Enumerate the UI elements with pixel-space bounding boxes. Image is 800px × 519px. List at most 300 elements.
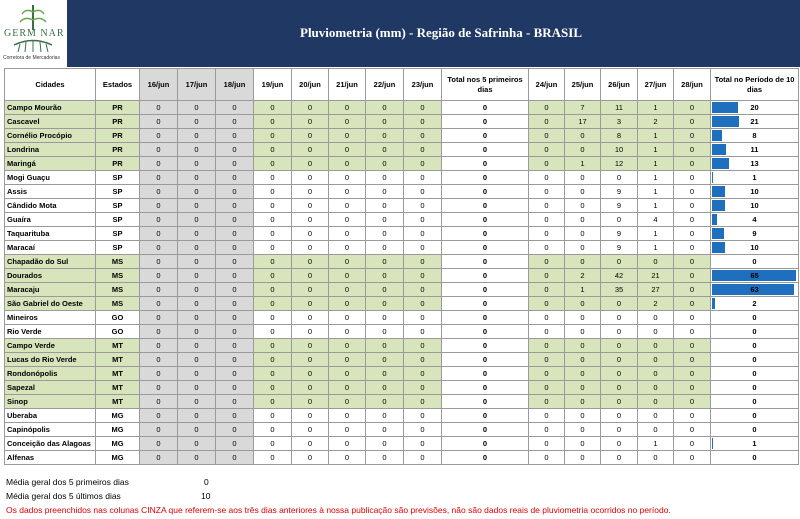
rain-cell: 0: [638, 367, 674, 381]
rain-cell: 10: [601, 143, 638, 157]
avg-first-value: 0: [204, 477, 209, 487]
rain-cell: 0: [216, 157, 254, 171]
total-bar: [712, 186, 725, 197]
total-bar: [712, 214, 717, 225]
total-period-cell: [711, 395, 799, 409]
rain-cell: 0: [216, 325, 254, 339]
rain-cell: 0: [529, 437, 565, 451]
rain-cell: 0: [216, 129, 254, 143]
table-row: [5, 115, 799, 129]
total-first-cell: 0: [442, 269, 529, 283]
rain-cell: 0: [140, 143, 178, 157]
table-row: [5, 353, 799, 367]
rain-cell: 0: [638, 353, 674, 367]
city-cell: Lucas do Rio Verde: [5, 353, 96, 367]
table-row: [5, 409, 799, 423]
rain-cell: 0: [178, 255, 216, 269]
total-period-cell: [711, 227, 799, 241]
total-first-cell: 0: [442, 101, 529, 115]
rain-cell: 0: [366, 227, 404, 241]
rain-cell: 0: [254, 241, 292, 255]
rain-cell: 0: [254, 381, 292, 395]
rain-cell: 0: [366, 241, 404, 255]
rain-cell: 0: [601, 437, 638, 451]
total-period-value: 0: [752, 453, 757, 462]
rain-cell: 0: [216, 451, 254, 465]
rain-cell: 0: [254, 367, 292, 381]
total-period-value: 13: [750, 159, 759, 168]
rain-cell: 0: [404, 395, 442, 409]
col-header-day: 25/jun: [565, 69, 601, 101]
rain-cell: 0: [216, 199, 254, 213]
rain-cell: 0: [329, 143, 366, 157]
rain-cell: 0: [254, 255, 292, 269]
rain-cell: 0: [565, 437, 601, 451]
rain-cell: 0: [292, 339, 329, 353]
state-cell: MT: [96, 353, 140, 367]
total-first-cell: 0: [442, 367, 529, 381]
total-first-cell: 0: [442, 395, 529, 409]
city-cell: Maringá: [5, 157, 96, 171]
rain-cell: 0: [178, 283, 216, 297]
total-bar: [712, 242, 725, 253]
total-period-value: 0: [752, 355, 757, 364]
total-period-value: 65: [750, 271, 759, 280]
rain-cell: 0: [216, 241, 254, 255]
state-cell: SP: [96, 171, 140, 185]
total-period-cell: [711, 297, 799, 311]
rain-cell: 0: [529, 451, 565, 465]
total-period-value: 4: [752, 215, 757, 224]
rain-cell: 0: [529, 199, 565, 213]
rain-cell: 0: [216, 423, 254, 437]
rain-cell: 0: [674, 185, 711, 199]
rain-cell: 0: [674, 423, 711, 437]
state-cell: MS: [96, 255, 140, 269]
rain-cell: 0: [404, 381, 442, 395]
rain-cell: 0: [529, 325, 565, 339]
rain-cell: 0: [216, 213, 254, 227]
rain-cell: 0: [601, 395, 638, 409]
rain-cell: 0: [216, 115, 254, 129]
rain-cell: 0: [329, 311, 366, 325]
rain-cell: 0: [565, 255, 601, 269]
rain-cell: 0: [254, 409, 292, 423]
rain-cell: 0: [674, 451, 711, 465]
rain-cell: 0: [292, 129, 329, 143]
rain-cell: 0: [140, 129, 178, 143]
rain-cell: 0: [292, 297, 329, 311]
table-row: [5, 129, 799, 143]
col-header-day: 16/jun: [140, 69, 178, 101]
col-header-day: 27/jun: [638, 69, 674, 101]
total-first-cell: 0: [442, 409, 529, 423]
state-cell: GO: [96, 325, 140, 339]
rain-cell: 0: [601, 367, 638, 381]
rain-cell: 0: [529, 283, 565, 297]
rain-cell: 12: [601, 157, 638, 171]
rain-cell: 0: [216, 311, 254, 325]
rain-cell: 0: [292, 269, 329, 283]
rain-cell: 0: [404, 423, 442, 437]
rain-cell: 0: [366, 185, 404, 199]
rain-cell: 0: [404, 115, 442, 129]
state-cell: PR: [96, 143, 140, 157]
city-cell: Capinópolis: [5, 423, 96, 437]
rain-cell: 0: [329, 171, 366, 185]
rain-cell: 0: [638, 395, 674, 409]
rain-cell: 0: [404, 171, 442, 185]
rain-cell: 0: [404, 269, 442, 283]
table-row: [5, 185, 799, 199]
rain-cell: 0: [329, 451, 366, 465]
rain-cell: 0: [292, 409, 329, 423]
total-first-cell: 0: [442, 255, 529, 269]
rain-cell: 0: [674, 101, 711, 115]
state-cell: MS: [96, 269, 140, 283]
rain-cell: 0: [674, 157, 711, 171]
rain-cell: 0: [404, 143, 442, 157]
rain-cell: 1: [638, 171, 674, 185]
rain-cell: 0: [140, 367, 178, 381]
rain-cell: 0: [529, 311, 565, 325]
rain-cell: 11: [601, 101, 638, 115]
table-row: [5, 381, 799, 395]
rain-cell: 0: [292, 115, 329, 129]
total-period-cell: [711, 423, 799, 437]
rain-cell: 0: [216, 353, 254, 367]
rain-cell: 0: [178, 227, 216, 241]
rain-cell: 0: [529, 185, 565, 199]
state-cell: GO: [96, 311, 140, 325]
rain-cell: 0: [329, 283, 366, 297]
rain-cell: 0: [254, 311, 292, 325]
rain-cell: 0: [216, 367, 254, 381]
state-cell: MS: [96, 297, 140, 311]
total-period-cell: [711, 129, 799, 143]
col-header-total-first: Total nos 5 primeiros dias: [442, 69, 529, 101]
rain-cell: 0: [638, 381, 674, 395]
rain-cell: 0: [366, 213, 404, 227]
rain-cell: 2: [638, 297, 674, 311]
rain-cell: 0: [529, 227, 565, 241]
rain-cell: 0: [254, 171, 292, 185]
rain-cell: 0: [140, 199, 178, 213]
total-period-value: 0: [752, 327, 757, 336]
total-period-value: 0: [752, 425, 757, 434]
rain-cell: 0: [404, 227, 442, 241]
rain-cell: 0: [601, 325, 638, 339]
city-cell: São Gabriel do Oeste: [5, 297, 96, 311]
rain-cell: 0: [292, 381, 329, 395]
total-first-cell: 0: [442, 129, 529, 143]
logo-subtext: Corretora de Mercadorias: [3, 55, 60, 61]
total-period-value: 10: [750, 201, 759, 210]
rain-cell: 0: [140, 255, 178, 269]
rain-cell: 0: [529, 367, 565, 381]
rain-cell: 1: [565, 157, 601, 171]
rain-cell: 0: [292, 255, 329, 269]
col-header-day: 19/jun: [254, 69, 292, 101]
rain-cell: 0: [529, 157, 565, 171]
table-row: [5, 241, 799, 255]
total-period-value: 0: [752, 411, 757, 420]
total-first-cell: 0: [442, 199, 529, 213]
rain-cell: 0: [366, 129, 404, 143]
avg-first-label: Média geral dos 5 primeiros dias: [6, 477, 129, 487]
rain-cell: 0: [329, 199, 366, 213]
rain-cell: 0: [292, 311, 329, 325]
rain-cell: 0: [216, 101, 254, 115]
rain-cell: 0: [254, 227, 292, 241]
rain-cell: 0: [178, 395, 216, 409]
table-row: [5, 367, 799, 381]
state-cell: SP: [96, 227, 140, 241]
total-period-value: 2: [752, 299, 757, 308]
total-first-cell: 0: [442, 185, 529, 199]
rain-cell: 0: [404, 255, 442, 269]
rain-cell: 0: [674, 241, 711, 255]
state-cell: SP: [96, 199, 140, 213]
rain-cell: 0: [601, 409, 638, 423]
rain-cell: 0: [292, 241, 329, 255]
rain-cell: 0: [329, 367, 366, 381]
city-cell: Cascavel: [5, 115, 96, 129]
rain-cell: 0: [329, 339, 366, 353]
rain-cell: 0: [292, 157, 329, 171]
rain-cell: 0: [178, 311, 216, 325]
total-period-cell: [711, 325, 799, 339]
table-row: [5, 423, 799, 437]
rain-cell: 9: [601, 199, 638, 213]
total-period-cell: [711, 311, 799, 325]
rain-cell: 42: [601, 269, 638, 283]
rain-cell: 0: [254, 297, 292, 311]
rain-cell: 0: [565, 409, 601, 423]
rain-cell: 0: [329, 269, 366, 283]
rain-cell: 0: [404, 311, 442, 325]
header-row: [5, 69, 799, 101]
total-period-cell: [711, 199, 799, 213]
forecast-note: Os dados preenchidos nas colunas CINZA que referem-se aos três dias anteriores à nossa publicação são previsões, não são dados reais de pluviometria ocorridos no período.: [6, 505, 671, 515]
rain-cell: 0: [329, 423, 366, 437]
city-cell: Cândido Mota: [5, 199, 96, 213]
rain-cell: 0: [565, 423, 601, 437]
rain-cell: 0: [254, 283, 292, 297]
table-row: [5, 325, 799, 339]
rain-cell: 0: [529, 353, 565, 367]
rain-cell: 0: [216, 255, 254, 269]
rain-cell: 0: [329, 227, 366, 241]
rain-cell: 0: [529, 213, 565, 227]
rain-cell: 0: [329, 241, 366, 255]
rain-cell: 0: [638, 255, 674, 269]
rain-cell: 0: [216, 437, 254, 451]
rain-cell: 0: [329, 381, 366, 395]
rain-cell: 0: [601, 423, 638, 437]
city-cell: Londrina: [5, 143, 96, 157]
rain-cell: 0: [565, 297, 601, 311]
state-cell: MT: [96, 339, 140, 353]
state-cell: SP: [96, 241, 140, 255]
avg-last-value: 10: [201, 491, 211, 501]
total-first-cell: 0: [442, 325, 529, 339]
state-cell: SP: [96, 213, 140, 227]
table-row: [5, 199, 799, 213]
city-cell: Rio Verde: [5, 325, 96, 339]
rain-cell: 1: [638, 157, 674, 171]
rain-cell: 0: [140, 451, 178, 465]
rain-cell: 1: [565, 283, 601, 297]
rain-cell: 0: [366, 437, 404, 451]
rain-cell: 0: [674, 269, 711, 283]
rain-cell: 0: [140, 395, 178, 409]
rain-cell: 0: [565, 171, 601, 185]
rain-cell: 0: [292, 143, 329, 157]
rain-cell: 0: [404, 325, 442, 339]
rain-cell: 27: [638, 283, 674, 297]
total-period-value: 1: [752, 173, 757, 182]
rain-cell: 0: [329, 297, 366, 311]
rain-cell: 0: [140, 269, 178, 283]
rain-cell: 0: [329, 213, 366, 227]
rain-cell: 0: [292, 395, 329, 409]
total-period-value: 0: [752, 383, 757, 392]
rain-cell: 0: [329, 129, 366, 143]
rain-cell: 0: [178, 451, 216, 465]
col-header-day: 23/jun: [404, 69, 442, 101]
rain-cell: 0: [601, 297, 638, 311]
rain-cell: 0: [178, 157, 216, 171]
rain-cell: 0: [178, 129, 216, 143]
state-cell: MG: [96, 409, 140, 423]
rain-cell: 0: [366, 269, 404, 283]
rain-cell: 2: [565, 269, 601, 283]
rain-cell: 0: [674, 143, 711, 157]
rain-cell: 0: [292, 353, 329, 367]
page-title: Pluviometria (mm) - Região de Safrinha - BRASIL: [300, 25, 583, 40]
rain-cell: 0: [366, 115, 404, 129]
total-first-cell: 0: [442, 227, 529, 241]
rain-cell: 0: [565, 353, 601, 367]
total-first-cell: 0: [442, 171, 529, 185]
rain-cell: 0: [404, 129, 442, 143]
total-period-value: 63: [750, 285, 759, 294]
rain-cell: 0: [366, 255, 404, 269]
total-bar: [712, 130, 722, 141]
col-header-day: 20/jun: [292, 69, 329, 101]
rain-cell: 0: [140, 115, 178, 129]
rain-cell: 0: [254, 423, 292, 437]
state-cell: MS: [96, 283, 140, 297]
rain-cell: 0: [140, 409, 178, 423]
rain-cell: 0: [565, 395, 601, 409]
col-header-day: 26/jun: [601, 69, 638, 101]
state-cell: MG: [96, 423, 140, 437]
total-first-cell: 0: [442, 451, 529, 465]
rain-cell: 0: [329, 157, 366, 171]
rain-cell: 0: [178, 409, 216, 423]
rain-cell: 0: [366, 423, 404, 437]
rain-cell: 0: [565, 367, 601, 381]
rain-cell: 0: [216, 227, 254, 241]
city-cell: Taquarituba: [5, 227, 96, 241]
rain-cell: 0: [366, 395, 404, 409]
rain-cell: 0: [366, 199, 404, 213]
rain-cell: 0: [601, 171, 638, 185]
total-period-value: 21: [750, 117, 759, 126]
total-period-cell: [711, 381, 799, 395]
rain-cell: 0: [216, 409, 254, 423]
rain-cell: 0: [529, 255, 565, 269]
rain-cell: 0: [404, 367, 442, 381]
state-cell: PR: [96, 115, 140, 129]
germinar-logo: [0, 0, 67, 67]
total-first-cell: 0: [442, 381, 529, 395]
total-period-value: 9: [752, 229, 757, 238]
rain-cell: 0: [638, 339, 674, 353]
rain-cell: 0: [140, 423, 178, 437]
rain-cell: 0: [366, 283, 404, 297]
total-period-cell: [711, 409, 799, 423]
rain-cell: 0: [292, 437, 329, 451]
total-period-cell: [711, 115, 799, 129]
rain-cell: 0: [178, 423, 216, 437]
rain-cell: 0: [565, 129, 601, 143]
rain-cell: 0: [674, 325, 711, 339]
rain-cell: 1: [638, 129, 674, 143]
rain-cell: 0: [638, 311, 674, 325]
state-cell: MG: [96, 451, 140, 465]
city-cell: Maracaju: [5, 283, 96, 297]
rain-cell: 0: [674, 381, 711, 395]
rain-cell: 0: [178, 115, 216, 129]
rain-cell: 0: [178, 171, 216, 185]
city-cell: Rondonópolis: [5, 367, 96, 381]
rain-cell: 0: [674, 213, 711, 227]
rain-cell: 0: [140, 437, 178, 451]
rain-cell: 0: [140, 241, 178, 255]
total-bar: [712, 158, 729, 169]
rain-cell: 0: [404, 409, 442, 423]
city-cell: Dourados: [5, 269, 96, 283]
rain-cell: 0: [366, 409, 404, 423]
state-cell: PR: [96, 101, 140, 115]
rain-cell: 0: [254, 185, 292, 199]
rain-cell: 0: [674, 339, 711, 353]
total-period-value: 0: [752, 341, 757, 350]
total-period-cell: [711, 367, 799, 381]
rain-cell: 0: [178, 437, 216, 451]
rain-cell: 9: [601, 185, 638, 199]
rain-cell: 0: [329, 255, 366, 269]
total-bar: [712, 298, 715, 309]
total-first-cell: 0: [442, 353, 529, 367]
col-header-day: 21/jun: [329, 69, 366, 101]
rain-cell: 0: [404, 185, 442, 199]
city-cell: Mogi Guaçu: [5, 171, 96, 185]
rain-cell: 0: [254, 101, 292, 115]
rain-cell: 0: [366, 157, 404, 171]
total-period-value: 0: [752, 313, 757, 322]
city-cell: Chapadão do Sul: [5, 255, 96, 269]
rain-cell: 0: [404, 283, 442, 297]
rain-cell: 0: [366, 381, 404, 395]
table-row: [5, 395, 799, 409]
rain-cell: 0: [140, 185, 178, 199]
rain-cell: 0: [638, 423, 674, 437]
rain-cell: 0: [529, 171, 565, 185]
